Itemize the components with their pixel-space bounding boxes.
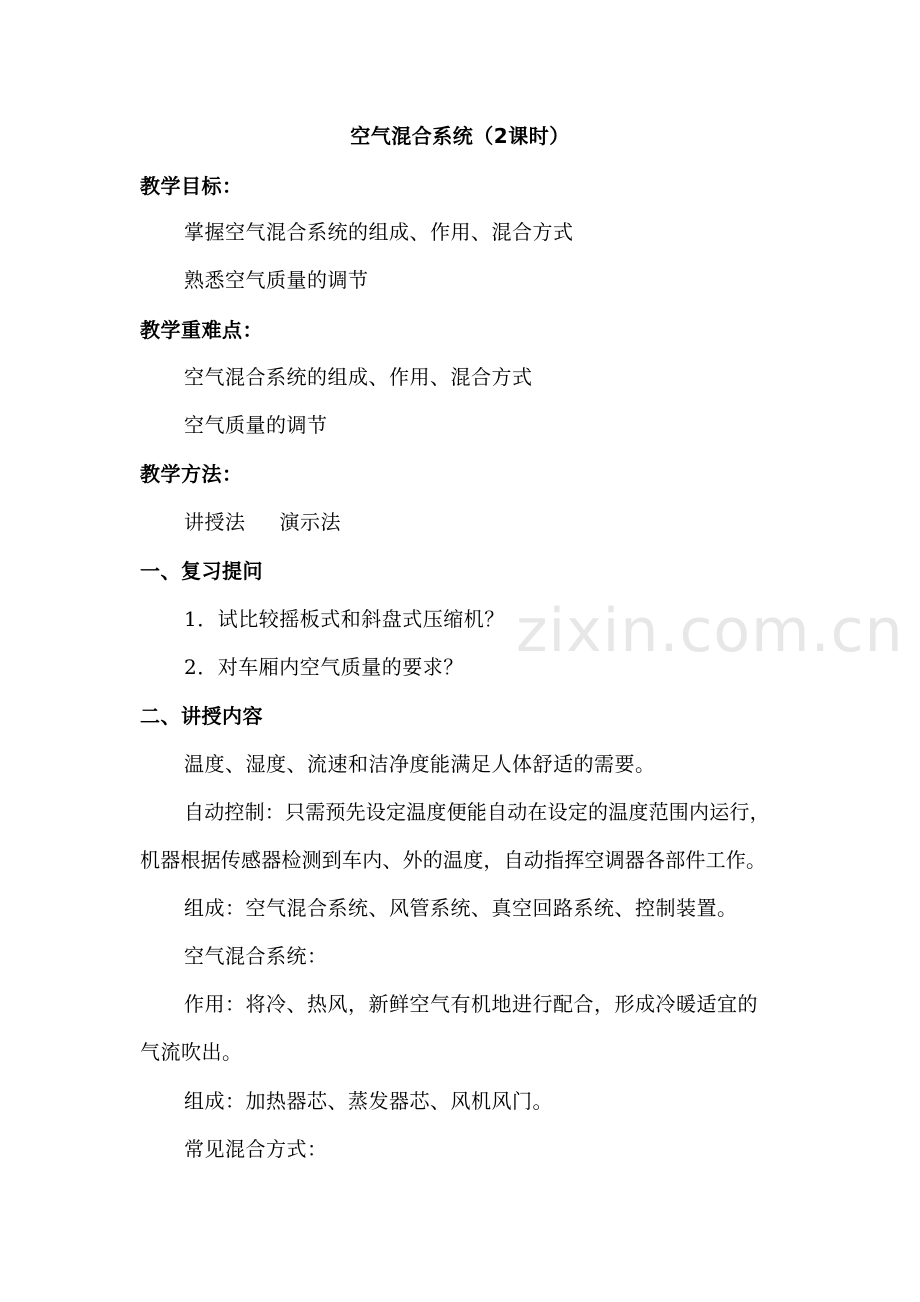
key-point-item: 空气混合系统的组成、作用、混合方式 — [184, 365, 533, 389]
method-item: 演示法 — [279, 510, 341, 534]
watermark: zixin.com.cn — [516, 596, 904, 666]
review-question: 1．试比较摇板式和斜盘式压缩机？ — [184, 607, 505, 631]
methods-heading: 教学方法： — [140, 462, 243, 486]
methods-list — [184, 508, 341, 536]
lecture-paragraph-continued: 气流吹出。 — [140, 1040, 243, 1064]
method-item: 讲授法 — [184, 510, 246, 534]
review-question: 2．对车厢内空气质量的要求？ — [184, 655, 464, 679]
key-point-item: 空气质量的调节 — [184, 413, 328, 437]
lecture-paragraph-continued: 机器根据传感器检测到车内、外的温度，自动指挥空调器各部件工作。 — [140, 848, 767, 872]
key-points-heading: 教学重难点： — [140, 318, 263, 342]
lecture-paragraph: 空气混合系统： — [184, 944, 328, 968]
objective-item: 掌握空气混合系统的组成、作用、混合方式 — [184, 220, 574, 244]
lecture-paragraph: 常见混合方式： — [184, 1137, 328, 1161]
lecture-heading: 二、讲授内容 — [140, 704, 263, 728]
lecture-paragraph: 作用：将冷、热风，新鲜空气有机地进行配合，形成冷暖适宜的 — [184, 992, 758, 1016]
review-heading: 一、复习提问 — [140, 559, 263, 583]
lecture-paragraph: 组成：加热器芯、蒸发器芯、风机风门。 — [184, 1089, 553, 1113]
lecture-paragraph: 温度、湿度、流速和洁净度能满足人体舒适的需要。 — [184, 752, 656, 776]
objective-item: 熟悉空气质量的调节 — [184, 268, 369, 292]
lecture-paragraph: 自动控制：只需预先设定温度便能自动在设定的温度范围内运行， — [184, 800, 770, 824]
page-title: 空气混合系统（2课时） — [350, 124, 570, 148]
lecture-paragraph: 组成：空气混合系统、风管系统、真空回路系统、控制装置。 — [184, 896, 738, 920]
objectives-heading: 教学目标： — [140, 174, 243, 198]
